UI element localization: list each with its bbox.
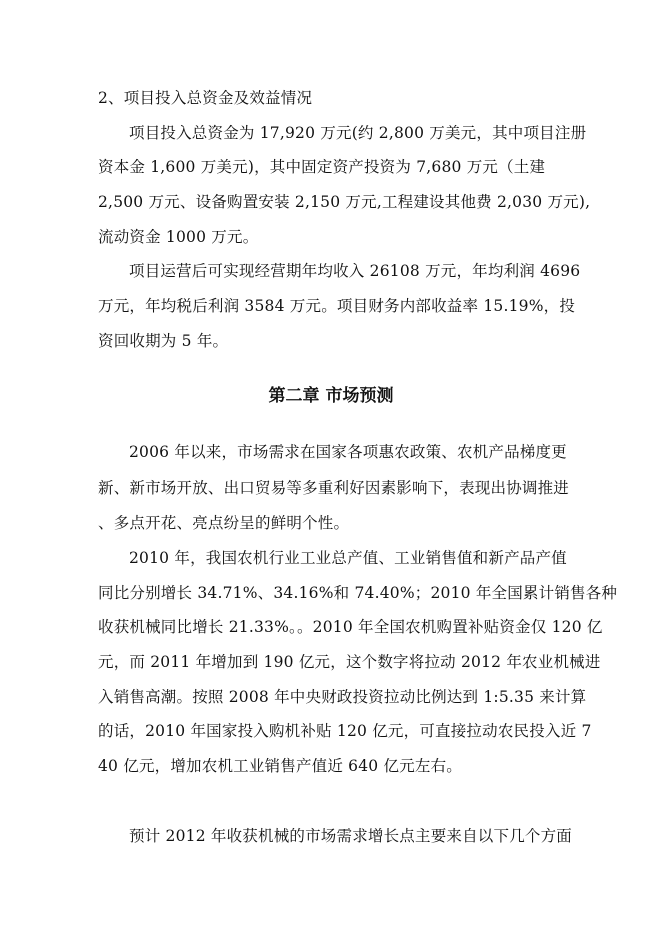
paragraph-line: 流动资金 1000 万元。 [98,228,259,246]
paragraph-line: 2,500 万元、设备购置安装 2,150 万元,工程建设其他费 2,030 万元), [98,193,591,211]
paragraph-line: 项目运营后可实现经营期年均收入 26108 万元，年均利润 4696 [129,262,581,280]
paragraph-line: 资回收期为 5 年。 [98,332,229,350]
paragraph-line: 项目投入总资金为 17,920 万元(约 2,800 万美元，其中项目注册 [129,124,587,142]
paragraph-line: 2006 年以来，市场需求在国家各项惠农政策、农机产品梯度更 [129,443,567,461]
paragraph-line: 的话，2010 年国家投入购机补贴 120 亿元，可直接拉动农民投入近 7 [98,722,592,740]
paragraph-line: 40 亿元，增加农机工业销售产值近 640 亿元左右。 [98,757,462,775]
chapter-heading: 第二章 市场预测 [268,386,394,406]
paragraph-line: 同比分别增长 34.71%、34.16%和 74.40%；2010 年全国累计销售各种 [98,584,618,602]
section-title: 2、项目投入总资金及效益情况 [98,89,313,107]
paragraph-line: 元，而 2011 年增加到 190 亿元，这个数字将拉动 2012 年农业机械进 [98,653,601,671]
paragraph-line: 万元，年均税后利润 3584 万元。项目财务内部收益率 15.19%，投 [98,297,576,315]
paragraph-line: 收获机械同比增长 21.33%。。2010 年全国农机购置补贴资金仅 120 亿 [98,618,603,636]
paragraph-line: 、多点开花、亮点纷呈的鲜明个性。 [98,514,350,532]
paragraph-line: 资本金 1,600 万美元)，其中固定资产投资为 7,680 万元（土建 [98,158,546,176]
paragraph-line: 入销售高潮。按照 2008 年中央财政投资拉动比例达到 1:5.35 来计算 [98,688,587,706]
paragraph-line: 预计 2012 年收获机械的市场需求增长点主要来自以下几个方面 [129,827,573,845]
paragraph-line: 2010 年，我国农机行业工业总产值、工业销售值和新产品产值 [129,549,567,567]
paragraph-line: 新、新市场开放、出口贸易等多重利好因素影响下，表现出协调推进 [98,479,570,497]
